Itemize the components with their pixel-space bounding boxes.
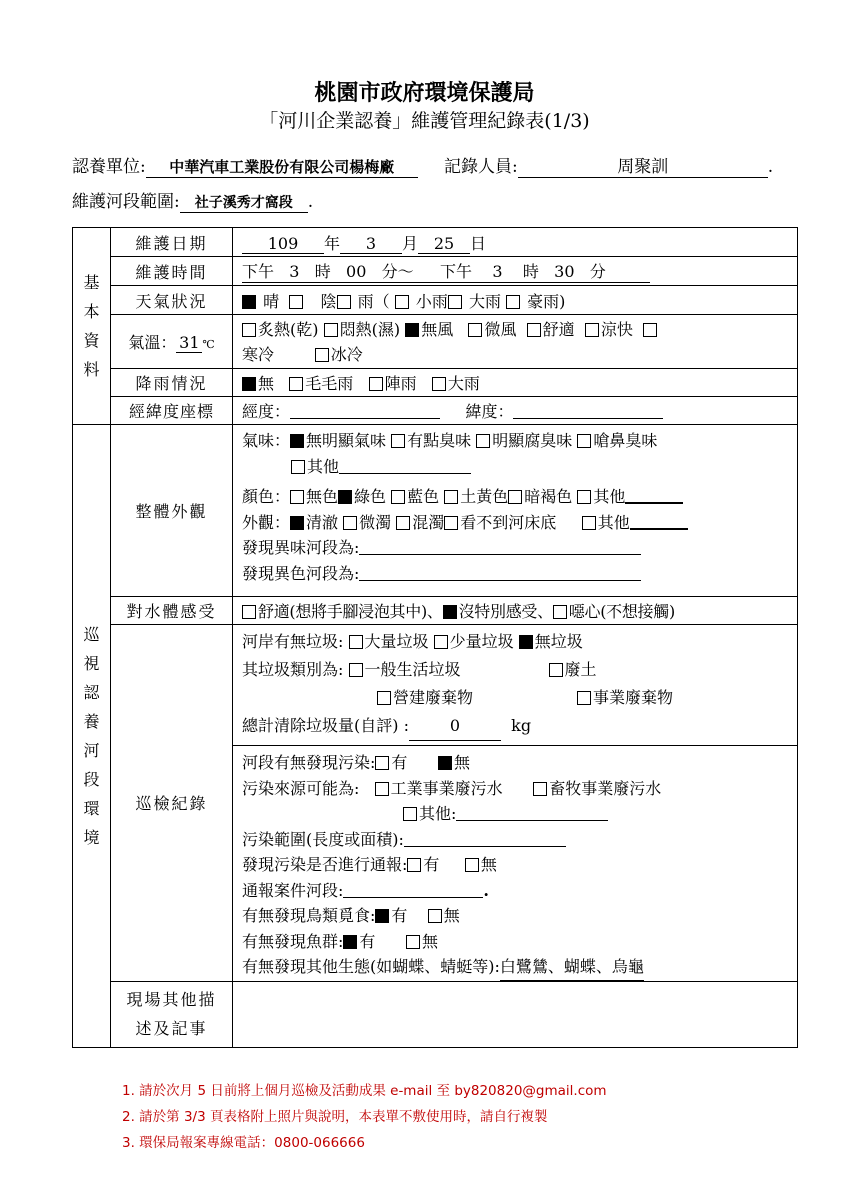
appearance-label: 整體外觀 [111,425,233,597]
footnote-2: 2. 請於第 3/3 頁表格附上照片與說明，本表單不敷使用時，請自行複製 [122,1109,548,1125]
end-time-field[interactable]: 下午 3 時 30 分 [440,259,650,283]
appearance-cell: 氣味： 無明顯氣味 有點臭味 明顯腐臭味 嗆鼻臭味 其他 顏色： 無色 綠色 藍色 土黃色 暗褐色 其他 外觀： 清澈 微濁 混濁 看不到河床底 其他 發現異味河段為: 發現異色河段為: [233,425,798,597]
rain-heavy-checkbox[interactable] [432,377,446,391]
pollution-section: 河段有無發現污染: 有 無 污染來源可能為: 工業事業廢污水 畜牧事業廢污水 其他: 污染範圍(長度或面積): 發現污染是否進行通報: 有 無 通報案件河段: . 有無發現鳥類覓食: 有 無 有無發現魚群: 有 無 有無發現其他生態(如蝴蝶、蜻蜓等):白鷺鷥、蝴蝶、烏龜 [233,746,797,981]
pollution-range-field[interactable] [404,830,566,847]
temp-hot-humid-checkbox[interactable] [324,323,338,337]
temp-breeze-checkbox[interactable] [468,323,482,337]
weather-row: 晴 陰 雨（ 小雨 大雨 豪雨) [233,286,798,315]
page-title: 桃園市政府環境保護局 [314,80,535,106]
temp-no-wind-checkbox[interactable] [405,323,419,337]
feeling-row: 舒適(想將手腳浸泡其中)、 沒特別感受、 噁心(不想接觸) [233,597,798,625]
look-slight-turbid-checkbox[interactable] [343,516,357,530]
temperature-field[interactable]: 31 [176,333,202,353]
color-brown-checkbox[interactable] [508,490,522,504]
year-field[interactable]: 109 [242,234,324,254]
temp-hot-dry-checkbox[interactable] [242,323,256,337]
latitude-field[interactable] [513,402,663,419]
color-blue-checkbox[interactable] [391,490,405,504]
footnotes [122,1078,607,1156]
recorder-label: 記錄人員: [444,157,518,177]
weather-torrential-checkbox[interactable] [506,295,520,309]
weather-rain-checkbox[interactable] [337,295,351,309]
temp-cool-checkbox[interactable] [585,323,599,337]
adopter-label: 認養單位: [72,157,146,177]
look-clear-checkbox[interactable] [290,516,304,530]
odor-none-checkbox[interactable] [290,434,304,448]
temp-cold-checkbox[interactable] [643,323,657,337]
look-other-field[interactable] [630,512,688,530]
look-no-bed-checkbox[interactable] [444,516,458,530]
section-label: 維護河段範圍: [72,192,180,212]
ecology-field[interactable]: 白鷺鷥、蝴蝶、烏龜 [500,954,644,981]
report-case-field[interactable] [343,881,483,898]
recorder-row: 記錄人員: 周聚訓 . [444,152,773,178]
source-livestock-checkbox[interactable] [533,782,547,796]
rain-drizzle-checkbox[interactable] [289,377,303,391]
weather-light-rain-checkbox[interactable] [395,295,409,309]
weather-label: 天氣狀況 [111,286,233,315]
rain-shower-checkbox[interactable] [369,377,383,391]
month-field[interactable]: 3 [340,234,402,254]
temperature-options: 炙熱(乾) 悶熱(濕) 無風 微風 舒適 涼快 寒冷 冰冷 [233,315,798,369]
garbage-none-checkbox[interactable] [519,635,533,649]
feeling-label: 對水體感受 [111,597,233,625]
start-time-field[interactable]: 下午 3 時 00 分～ [242,259,440,283]
garbage-industrial-checkbox[interactable] [577,691,591,705]
date-row: 109 年 3 月 25 日 [233,228,798,257]
garbage-soil-checkbox[interactable] [549,663,563,677]
feeling-disgusted-checkbox[interactable] [553,605,567,619]
record-cell [233,625,798,982]
adopter-field[interactable]: 中華汽車工業股份有限公司楊梅廠 [146,156,418,178]
pollution-no-checkbox[interactable] [438,756,452,770]
maintenance-form-table [72,227,798,1048]
day-field[interactable]: 25 [418,234,470,254]
source-other-checkbox[interactable] [403,807,417,821]
garbage-construction-checkbox[interactable] [377,691,391,705]
other-notes-field[interactable] [233,981,798,1047]
odd-color-section-field[interactable] [359,564,641,581]
color-other-field[interactable] [625,486,683,504]
fish-no-checkbox[interactable] [406,935,420,949]
color-none-checkbox[interactable] [290,490,304,504]
color-yellow-checkbox[interactable] [444,490,458,504]
record-label: 巡檢紀錄 [111,625,233,982]
time-row [233,257,798,286]
date-label: 維護日期 [111,228,233,257]
bird-no-checkbox[interactable] [428,909,442,923]
source-industrial-checkbox[interactable] [375,782,389,796]
odor-slight-checkbox[interactable] [391,434,405,448]
garbage-household-checkbox[interactable] [349,663,363,677]
odor-other-field[interactable] [339,457,471,474]
longitude-field[interactable] [290,402,440,419]
weather-cloudy-checkbox[interactable] [289,295,303,309]
adopter-row [72,152,418,178]
report-no-checkbox[interactable] [465,858,479,872]
basic-info-side-label: 基 本 資 料 [73,228,111,425]
garbage-large-checkbox[interactable] [349,635,363,649]
rainfall-label: 降雨情況 [111,369,233,397]
odor-rotten-checkbox[interactable] [476,434,490,448]
section-field[interactable]: 社子溪秀才窩段 [180,192,308,213]
odor-other-checkbox[interactable] [291,460,305,474]
garbage-total-field[interactable]: 0 [409,712,501,741]
temp-freezing-checkbox[interactable] [315,348,329,362]
weather-sunny-checkbox[interactable] [242,295,256,309]
feeling-neutral-checkbox[interactable] [443,605,457,619]
rain-none-checkbox[interactable] [242,377,256,391]
page-subtitle: 「河川企業認養」維護管理紀錄表(1/3) [259,110,590,132]
temp-comfortable-checkbox[interactable] [527,323,541,337]
rainfall-row: 無 毛毛雨 陣雨 大雨 [233,369,798,397]
recorder-field[interactable]: 周聚訓 [518,152,768,178]
color-green-checkbox[interactable] [338,490,352,504]
coords-label: 經緯度座標 [111,397,233,425]
odor-pungent-checkbox[interactable] [577,434,591,448]
footnote-1: 1. 請於次月 5 日前將上個月巡檢及活動成果 e-mail 至 by820820@gmail.com [122,1083,607,1099]
look-other-checkbox[interactable] [582,516,596,530]
patrol-side-label: 巡 視 認 養 河 段 環 境 [73,425,111,1048]
weather-heavy-rain-checkbox[interactable] [448,295,462,309]
color-other-checkbox[interactable] [577,490,591,504]
look-turbid-checkbox[interactable] [396,516,410,530]
odd-smell-section-field[interactable] [359,538,641,555]
report-yes-checkbox[interactable] [407,858,421,872]
temperature-cell: 氣溫： 31 ℃ [111,315,233,369]
coords-row: 經度： 緯度： [233,397,798,425]
garbage-section: 河岸有無垃圾: 大量垃圾 少量垃圾 無垃圾 其垃圾類別為: 一般生活垃圾 廢土 營建廢棄物 事業廢棄物 總計清除垃圾量(自評) : 0 kg [233,625,797,746]
source-other-field[interactable] [456,804,608,821]
garbage-small-checkbox[interactable] [434,635,448,649]
pollution-yes-checkbox[interactable] [375,756,389,770]
feeling-comfortable-checkbox[interactable] [242,605,256,619]
time-label: 維護時間 [111,257,233,286]
section-row: 維護河段範圍: 社子溪秀才窩段 . [72,192,314,212]
bird-yes-checkbox[interactable] [375,909,389,923]
footnote-3: 3. 環保局報案專線電話：0800-066666 [122,1135,365,1151]
other-notes-label: 現場其他描 述及記事 [111,981,233,1047]
fish-yes-checkbox[interactable] [343,935,357,949]
